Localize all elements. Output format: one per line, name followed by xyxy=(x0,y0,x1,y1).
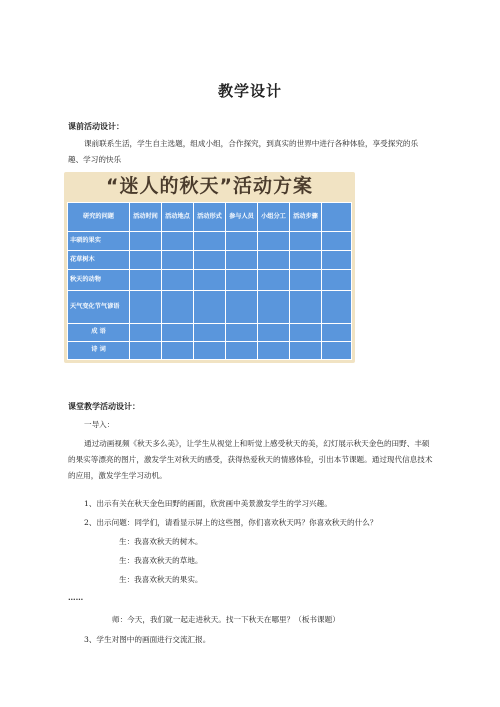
empty-cell xyxy=(290,231,322,250)
empty-cell xyxy=(290,341,322,359)
activity-plan-image xyxy=(64,172,355,363)
table-row xyxy=(68,291,352,324)
row-label: 天气变化节气谚语 xyxy=(68,291,130,324)
table-row xyxy=(68,231,352,250)
empty-cell xyxy=(290,250,322,269)
table-row xyxy=(68,269,352,290)
empty-cell xyxy=(322,341,352,359)
empty-cell xyxy=(290,269,322,290)
empty-cell xyxy=(322,291,352,324)
empty-cell xyxy=(130,341,162,359)
empty-cell xyxy=(226,291,258,324)
empty-cell xyxy=(226,323,258,341)
empty-cell xyxy=(258,291,290,324)
student-answer: 生：我喜欢秋天的果实。 xyxy=(119,575,203,584)
empty-cell xyxy=(130,291,162,324)
column-header: 参与人员 xyxy=(226,203,258,232)
student-answer: 生：我喜欢秋天的树木。 xyxy=(119,537,203,546)
empty-cell xyxy=(258,231,290,250)
intro-label: 一导入： xyxy=(84,420,115,429)
step-3: 3、学生对图中的画面进行交流汇报。 xyxy=(84,635,211,644)
pre-class-heading: 课前活动设计： xyxy=(68,122,124,131)
empty-cell xyxy=(226,269,258,290)
empty-cell xyxy=(322,323,352,341)
empty-cell xyxy=(162,250,194,269)
document-title: 教学设计 xyxy=(217,82,282,100)
column-header: 活动时间 xyxy=(130,203,162,232)
activity-plan-table xyxy=(67,202,352,360)
empty-cell xyxy=(162,341,194,359)
column-header: 活动地点 xyxy=(162,203,194,232)
empty-cell xyxy=(130,231,162,250)
step-2: 2、出示问题：同学们，请看显示屏上的这些图，你们喜欢秋天吗？你喜欢秋天的什么？ xyxy=(84,518,378,527)
empty-cell xyxy=(290,323,322,341)
column-header: 研究的问题 xyxy=(68,203,130,232)
empty-cell xyxy=(162,269,194,290)
table-row xyxy=(68,250,352,269)
empty-cell xyxy=(322,250,352,269)
column-header: 活动形式 xyxy=(194,203,226,232)
in-class-heading: 课堂教学活动设计： xyxy=(68,402,140,411)
intro-paragraph: 通过动画视频《秋天多么美》，让学生从视觉上和听觉上感受秋天的美，幻灯展示秋天金色的田野、丰硕的果实等漂亮的图片，激发学生对秋天的感受，获得热爱秋天的情感体验，引出本节课题。通过现代信息技术的应用，激发学生学习动机。 xyxy=(68,439,433,480)
empty-cell xyxy=(130,250,162,269)
row-label: 成 语 xyxy=(68,323,130,341)
empty-cell xyxy=(322,203,352,232)
table-row xyxy=(68,323,352,341)
empty-cell xyxy=(226,250,258,269)
empty-cell xyxy=(162,323,194,341)
table-row xyxy=(68,341,352,359)
empty-cell xyxy=(226,341,258,359)
activity-plan-title: “迷人的秋天”活动方案 xyxy=(106,175,313,197)
empty-cell xyxy=(226,231,258,250)
column-header: 活动步骤 xyxy=(290,203,322,232)
row-label: 丰硕的果实 xyxy=(68,231,130,250)
empty-cell xyxy=(194,269,226,290)
empty-cell xyxy=(162,231,194,250)
ellipsis: …… xyxy=(68,593,84,602)
empty-cell xyxy=(258,323,290,341)
empty-cell xyxy=(322,269,352,290)
student-answer: 生：我喜欢秋天的草地。 xyxy=(119,556,203,565)
empty-cell xyxy=(322,231,352,250)
step-1: 1、出示有关在秋天金色田野的画面，欣赏画中美景激发学生的学习兴趣。 xyxy=(84,499,332,508)
empty-cell xyxy=(130,323,162,341)
empty-cell xyxy=(290,291,322,324)
empty-cell xyxy=(194,341,226,359)
row-label: 花草树木 xyxy=(68,250,130,269)
empty-cell xyxy=(194,231,226,250)
teacher-line: 师：今天，我们就一起走进秋天。找一下秋天在哪里？（板书课题） xyxy=(112,615,340,624)
row-label: 秋天的动物 xyxy=(68,269,130,290)
empty-cell xyxy=(194,291,226,324)
empty-cell xyxy=(162,291,194,324)
empty-cell xyxy=(194,323,226,341)
column-header: 小组分工 xyxy=(258,203,290,232)
empty-cell xyxy=(130,269,162,290)
empty-cell xyxy=(258,341,290,359)
empty-cell xyxy=(258,250,290,269)
empty-cell xyxy=(258,269,290,290)
table-header-row xyxy=(68,203,352,232)
row-label: 诗 词 xyxy=(68,341,130,359)
pre-class-paragraph: 课前联系生活，学生自主选题，组成小组，合作探究，到真实的世界中进行各种体验，享受探究的乐趣、学习的快乐 xyxy=(68,139,419,164)
empty-cell xyxy=(194,250,226,269)
